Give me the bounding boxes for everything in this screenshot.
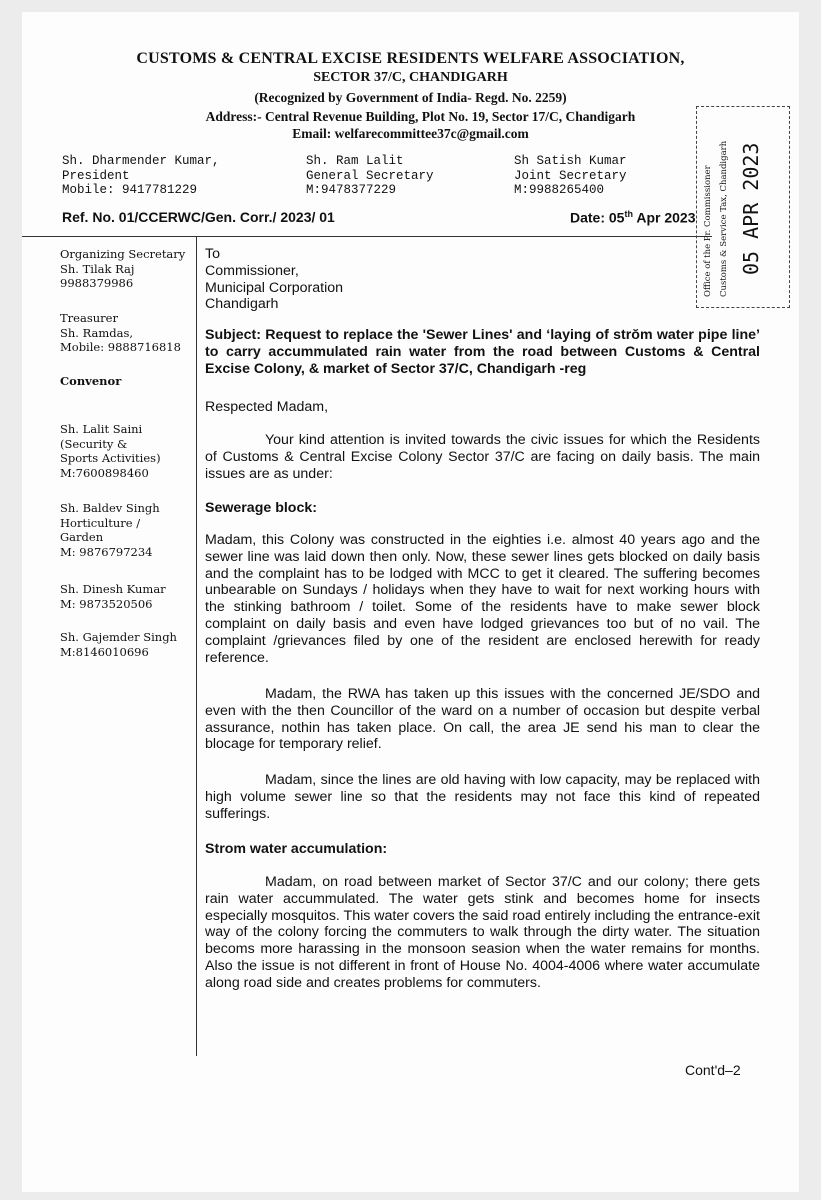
stamp-dept: Customs & Service Tax, Chandigarh: [719, 140, 729, 297]
letter-page: [22, 12, 799, 1192]
paragraph-storm-water: Madam, on road between market of Sector 37/C and our colony; there gets rain water accummulated. The water gets stink and becomes home for insects especially mosquitos. This water covers the said road entirely including the entrance-exit way of the colony forcing the commuters to walk through the dirty water. The situation becoms more harassing in the monsoon seasion when the water remains for months. Also the issue is not different in front of House No. 4004-4006 where water accumulate along road side and creates problems for commuters.: [205, 874, 760, 991]
continued-marker: Cont'd–2: [685, 1062, 741, 1078]
header-divider: [22, 236, 712, 237]
sidebar-convenor-2: Sh. Baldev Singh Horticulture / Garden M: 9876797234: [60, 501, 160, 559]
officer-general-secretary: Sh. Ram Lalit General Secretary M:9478377229: [306, 154, 434, 197]
heading-storm-water: Strom water accumulation:: [205, 841, 388, 857]
stamp-office: Office of the Pr. Commissioner: [703, 165, 713, 297]
salutation: Respected Madam,: [205, 399, 329, 415]
paragraph-sewer-2: Madam, the RWA has taken up this issues with the concerned JE/SDO and even with the then Councillor of the ward on a number of occasion but despite verbal assurance, nothin has taken place. On call, the area JE send his man to clear the blocage for temporary relief.: [205, 686, 760, 753]
recipient-block: To Commissioner, Municipal Corporation Chandigarh: [205, 246, 344, 313]
org-address: Address:- Central Revenue Building, Plot No. 19, Sector 17/C, Chandigarh: [205, 109, 636, 124]
sidebar-treasurer: Treasurer Sh. Ramdas, Mobile: 9888716818: [60, 311, 181, 354]
subject-line: Subject: Request to replace the 'Sewer Lines' and ‘laying of strŏm water pipe line’ to carry accummulated rain water from the road between Customs & Central Excise Colony, & market of Sector 37/C, Chandigarh -reg: [205, 327, 760, 377]
sidebar-convenor-3: Sh. Dinesh Kumar M: 9873520506: [60, 582, 166, 611]
org-email: Email: welfarecommittee37c@gmail.com: [292, 126, 529, 141]
heading-sewerage: Sewerage block:: [205, 500, 317, 516]
letter-date: Date: 05th Apr 2023: [570, 209, 696, 226]
sidebar-convenor-4: Sh. Gajemder Singh M:8146010696: [60, 630, 177, 659]
org-recognition: (Recognized by Government of India- Regd. No. 2259): [254, 90, 567, 105]
officer-president: Sh. Dharmender Kumar, President Mobile: 9417781229: [62, 154, 220, 197]
paragraph-sewer-1: Madam, this Colony was constructed in the eighties i.e. almost 40 years ago and the sewer line was laid down then only. Now, these sewer lines gets blocked on daily basis and the complaint has to be lodged with MCC to get it cleared. The suffering becomes unbearable on Sundays / holidays when they have to wait for next working hours with the stinking bathroom / toilet. Some of the residents have to make sewer block complaint on daily basis and even have lodged grievances too but of no vail. The complaint /grievances filed by one of the resident are enclosed herewith for ready reference.: [205, 532, 760, 666]
org-name: CUSTOMS & CENTRAL EXCISE RESIDENTS WELFARE ASSOCIATION,: [136, 50, 685, 67]
reference-number: Ref. No. 01/CCERWC/Gen. Corr./ 2023/ 01: [62, 209, 335, 225]
stamp-date: 05 APR 2023: [739, 142, 763, 275]
officer-joint-secretary: Sh Satish Kumar Joint Secretary M:9988265400: [514, 154, 627, 197]
sidebar-organizing-secretary: Organizing Secretary Sh. Tilak Raj 9988379986: [60, 247, 186, 290]
sidebar-convenor-1: Sh. Lalit Saini (Security & Sports Activities) M:7600898460: [60, 422, 161, 480]
intro-paragraph: Your kind attention is invited towards the civic issues for which the Residents of Customs & Central Excise Colony Sector 37/C are facing on daily basis. The main issues are as under:: [205, 432, 760, 482]
received-stamp: [696, 106, 790, 308]
paragraph-sewer-3: Madam, since the lines are old having with low capacity, may be replaced with high volume sewer line so that the residents may not face this kind of repeated sufferings.: [205, 772, 760, 822]
org-sector: SECTOR 37/C, CHANDIGARH: [313, 70, 508, 85]
sidebar-convenor-heading: Convenor: [60, 374, 122, 388]
